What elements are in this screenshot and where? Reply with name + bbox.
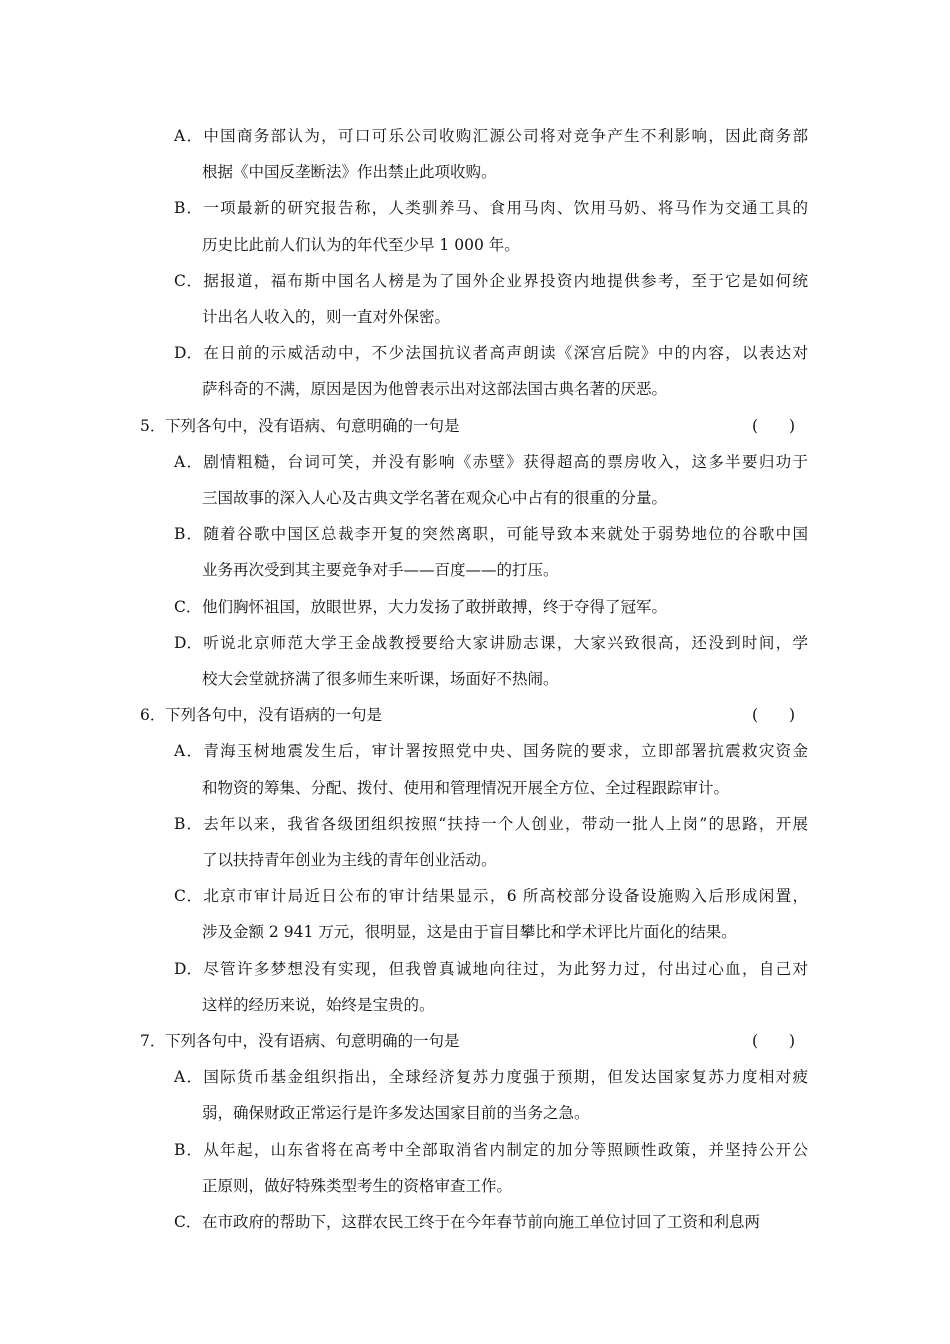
option-line [174,198,808,218]
option-label: A． [174,1068,202,1087]
option-line [174,126,808,146]
question-stem [140,705,800,725]
option-label: B． [174,525,202,544]
option-line [174,814,808,834]
question-number: 7． [140,1032,166,1050]
option-label: D． [174,959,202,978]
option-line [174,1140,808,1160]
option-line [174,886,808,906]
option-continuation: 正原则，做好特殊类型考生的资格审查工作。 [202,1176,513,1195]
option-line [174,1067,808,1087]
option-line [174,633,808,653]
option-text: 一项最新的研究报告称，人类驯养马、食用马肉、饮用马奶、将马作为交通工具的 [202,199,808,218]
option-continuation: 了以扶持青年创业为主线的青年创业活动。 [202,851,497,869]
option-continuation: 校大会堂就挤满了很多师生来听课，场面好不热闹。 [202,670,559,688]
option-line [174,452,808,472]
option-label: C． [174,271,202,290]
option-text: 他们胸怀祖国，放眼世界，大力发扬了敢拼敢搏，终于夺得了冠军。 [202,597,668,616]
option-line [174,271,808,291]
option-text: 中国商务部认为，可口可乐公司收购汇源公司将对竞争产生不利影响，因此商务部 [202,127,808,145]
answer-bracket: ( ) [752,416,796,435]
answer-bracket: ( ) [752,1032,796,1050]
option-label: C． [174,1213,202,1231]
option-continuation: 三国故事的深入人心及古典文学名著在观众心中占有的很重的分量。 [202,489,668,507]
question-text: 下列各句中，没有语病、句意明确的一句是 [165,1032,460,1050]
option-text: 从年起，山东省将在高考中全部取消省内制定的加分等照顾性政策，并坚持公开公 [202,1140,808,1159]
option-text: 据报道，福布斯中国名人榜是为了国外企业界投资内地提供参考，至于它是如何统 [202,271,808,290]
question-stem [140,416,800,436]
option-text: 随着谷歌中国区总裁李开复的突然离职，可能导致本来就处于弱势地位的谷歌中国 [202,525,808,544]
option-line [174,741,808,761]
option-text: 听说北京师范大学王金战教授要给大家讲励志课，大家兴致很高，还没到时间，学 [202,633,808,652]
option-label: C． [174,887,202,906]
option-label: A． [174,127,202,145]
question-number: 5． [140,416,166,435]
answer-bracket: ( ) [752,706,796,725]
option-line [174,343,808,363]
option-text: 北京市审计局近日公布的审计结果显示，6 所高校部分设备设施购入后形成闲置， [202,887,808,906]
option-label: D． [174,633,202,652]
question-text: 下列各句中，没有语病的一句是 [165,706,383,725]
option-text: 尽管许多梦想没有实现，但我曾真诚地向往过，为此努力过，付出过心血，自己对 [202,959,808,978]
option-label: B． [174,1140,202,1159]
question-stem [140,1031,800,1051]
option-continuation: 根据《中国反垄断法》作出禁止此项收购。 [202,163,497,182]
option-continuation: 这样的经历来说，始终是宝贵的。 [202,995,435,1014]
option-continuation: 萨科奇的不满，原因是因为他曾表示出对这部法国古典名著的厌恶。 [202,380,668,399]
option-text: 剧情粗糙，台词可笑，并没有影响《赤壁》获得超高的票房收入，这多半要归功于 [202,452,808,471]
option-label: D． [174,344,202,363]
option-line [174,1212,808,1232]
option-line [174,597,808,617]
option-text: 去年以来，我省各级团组织按照“扶持一个人创业，带动一批人上岗”的思路，开展 [202,814,808,833]
option-continuation: 历史比此前人们认为的年代至少早 1 000 年。 [202,235,520,254]
option-label: A． [174,452,202,471]
option-continuation: 计出名人收入的，则一直对外保密。 [202,308,451,326]
option-text: 在日前的示威活动中，不少法国抗议者高声朗读《深宫后院》中的内容，以表达对 [202,344,808,363]
option-text: 国际货币基金组织指出，全球经济复苏力度强于预期，但发达国家复苏力度相对疲 [202,1068,808,1087]
option-label: A． [174,742,202,761]
question-number: 6． [140,706,166,725]
question-text: 下列各句中，没有语病、句意明确的一句是 [165,416,460,435]
option-continuation: 和物资的筹集、分配、拨付、使用和管理情况开展全方位、全过程跟踪审计。 [202,778,730,797]
option-text: 青海玉树地震发生后，审计署按照党中央、国务院的要求，立即部署抗震救灾资金 [202,742,808,761]
option-continuation: 业务再次受到其主要竞争对手——百度——的打压。 [202,561,559,580]
option-continuation: 涉及金额 2 941 万元，很明显，这是由于盲目攀比和学术评比片面化的结果。 [202,923,737,942]
option-line [174,524,808,544]
option-label: C． [174,597,202,616]
option-text: 在市政府的帮助下，这群农民工终于在今年春节前向施工单位讨回了工资和利息两 [202,1213,761,1231]
option-line [174,959,808,979]
option-continuation: 弱，确保财政正常运行是许多发达国家目前的当务之急。 [202,1104,590,1123]
option-label: B． [174,814,202,833]
option-label: B． [174,199,202,218]
